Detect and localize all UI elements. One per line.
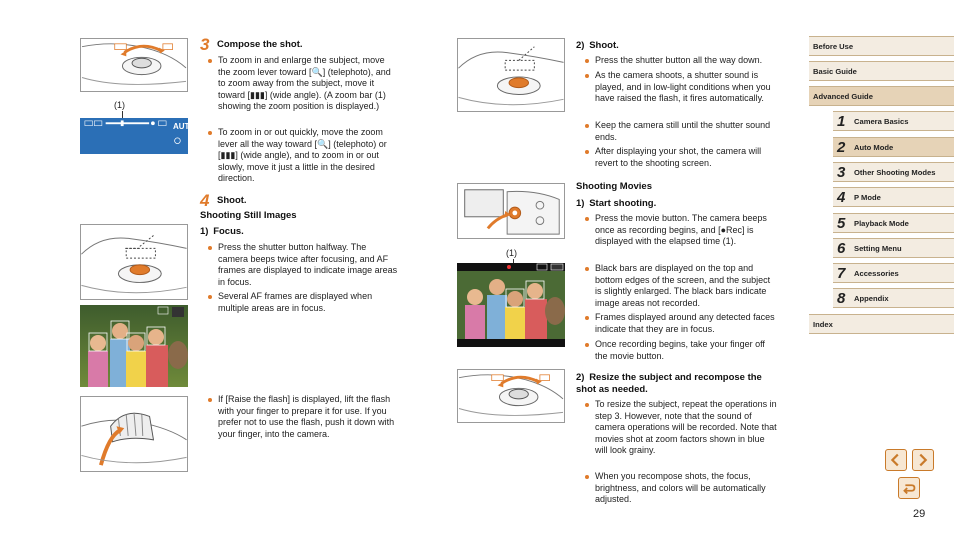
shutter-halfway-illustration <box>80 224 188 300</box>
nav-before-use[interactable]: Before Use <box>809 36 954 56</box>
resize-bullet-2: When you recompose shots, the focus, brightness, and colors will be automatically adjusted. <box>585 471 777 506</box>
nav-basic-guide[interactable]: Basic Guide <box>809 61 954 81</box>
nav-chapter-1[interactable] <box>833 111 954 131</box>
chapter-label: Camera Basics <box>854 117 909 126</box>
chapter-number: 3 <box>837 164 846 181</box>
chapter-label: Auto Mode <box>854 143 894 152</box>
step-3-number: 3 <box>200 35 210 54</box>
movie-recording-photo <box>457 263 565 347</box>
return-button[interactable] <box>898 477 920 499</box>
step-3-title: Compose the shot. <box>217 39 303 50</box>
rec-time-callout: (1) <box>506 248 517 258</box>
chapter-label: Other Shooting Modes <box>854 168 936 177</box>
start-shooting-title: 1) Start shooting. <box>576 198 657 209</box>
step-3-bullet-1: To zoom in and enlarge the subject, move the zoom lever toward [🔍] (telephoto), and to zoom away from the subject, move it toward [▮▮▮] (wide angle). (A zoom bar (1) showing the zoom position is displayed.) <box>208 55 398 113</box>
chapter-number: 7 <box>837 265 846 282</box>
return-icon <box>899 478 919 498</box>
resize-step-title: 2) Resize the subject and recompose the shot as needed. <box>576 372 762 395</box>
focus-step-title: 1) Focus. <box>200 226 244 237</box>
nav-index[interactable]: Index <box>809 314 954 334</box>
movie-bullet-2: Black bars are displayed on the top and bottom edges of the screen, and the subject is slightly enlarged. The black bars indicate image areas not recorded. <box>585 263 777 309</box>
auto-mode-label: AUTO <box>173 122 196 131</box>
zoom-bar-callout: (1) <box>114 100 125 110</box>
af-frames-photo <box>80 305 188 387</box>
zoom-lever-illustration-2 <box>457 369 565 423</box>
nav-chapter-2[interactable] <box>833 137 954 157</box>
movie-bullet-1: Press the movie button. The camera beeps once as recording begins, and [●Rec] is displayed with the elapsed time (1). <box>585 213 777 248</box>
nav-chapter-3[interactable] <box>833 162 954 182</box>
chapter-number: 5 <box>837 215 846 232</box>
lcd-zoom-screen <box>80 118 196 154</box>
chapter-number: 8 <box>837 290 846 307</box>
step-4-title: Shoot. <box>217 195 247 206</box>
chapter-number: 4 <box>837 189 846 206</box>
zoom-lever-illustration <box>80 38 188 92</box>
movie-bullet-3: Frames displayed around any detected faces indicate that they are in focus. <box>585 312 777 335</box>
shooting-movies-heading: Shooting Movies <box>576 181 652 192</box>
chapter-number: 1 <box>837 113 846 130</box>
shoot-bullet-1: Press the shutter button all the way down. <box>585 55 777 67</box>
raise-flash-bullet: If [Raise the flash] is displayed, lift the flash with your finger to prepare it for use. If you prefer not to use the flash, push it down with your finger, into the camera. <box>208 394 398 440</box>
prev-page-button[interactable] <box>885 449 907 471</box>
chapter-label: Appendix <box>854 294 889 303</box>
shoot-bullet-3: Keep the camera still until the shutter sound ends. <box>585 120 777 143</box>
step-3-bullet-2: To zoom in or out quickly, move the zoom lever all the way toward [🔍] (telephoto) or [▮▮▮] (wide angle), and to zoom in or out slowly, move it just a little in the desired direction. <box>208 127 398 185</box>
chapter-label: Accessories <box>854 269 899 278</box>
raise-flash-illustration <box>80 396 188 472</box>
shutter-full-press-illustration <box>457 38 565 112</box>
chapter-number: 2 <box>837 139 846 156</box>
nav-advanced-guide[interactable]: Advanced Guide <box>809 86 954 106</box>
nav-chapter-7[interactable] <box>833 263 954 283</box>
shooting-still-images-heading: Shooting Still Images <box>200 210 297 221</box>
movie-bullet-4: Once recording begins, take your finger off the movie button. <box>585 339 777 362</box>
chapter-number: 6 <box>837 240 846 257</box>
resize-bullet-1: To resize the subject, repeat the operations in step 3. However, note that the sound of camera operations will be recorded. Note that movies shot at zoom factors shown in blue will look grainy. <box>585 399 777 457</box>
nav-chapter-8[interactable] <box>833 288 954 308</box>
nav-chapter-5[interactable] <box>833 213 954 233</box>
chevron-left-icon <box>886 450 906 470</box>
movie-button-illustration <box>457 183 565 239</box>
focus-bullet-2: Several AF frames are displayed when multiple areas are in focus. <box>208 291 398 314</box>
page-number: 29 <box>913 508 926 520</box>
nav-chapter-6[interactable] <box>833 238 954 258</box>
shoot-bullet-2: As the camera shoots, a shutter sound is played, and in low-light conditions when you have raised the flash, it fires automatically. <box>585 70 777 105</box>
step-4-number: 4 <box>200 191 210 210</box>
nav-chapter-4[interactable] <box>833 187 954 207</box>
shoot-step-title: 2) Shoot. <box>576 40 619 51</box>
chevron-right-icon <box>913 450 933 470</box>
chapter-label: Setting Menu <box>854 244 902 253</box>
shoot-bullet-4: After displaying your shot, the camera will revert to the shooting screen. <box>585 146 777 169</box>
chapter-label: Playback Mode <box>854 219 909 228</box>
next-page-button[interactable] <box>912 449 934 471</box>
focus-bullet-1: Press the shutter button halfway. The camera beeps twice after focusing, and AF frames are displayed to indicate image areas in focus. <box>208 242 398 288</box>
chapter-label: P Mode <box>854 193 881 202</box>
